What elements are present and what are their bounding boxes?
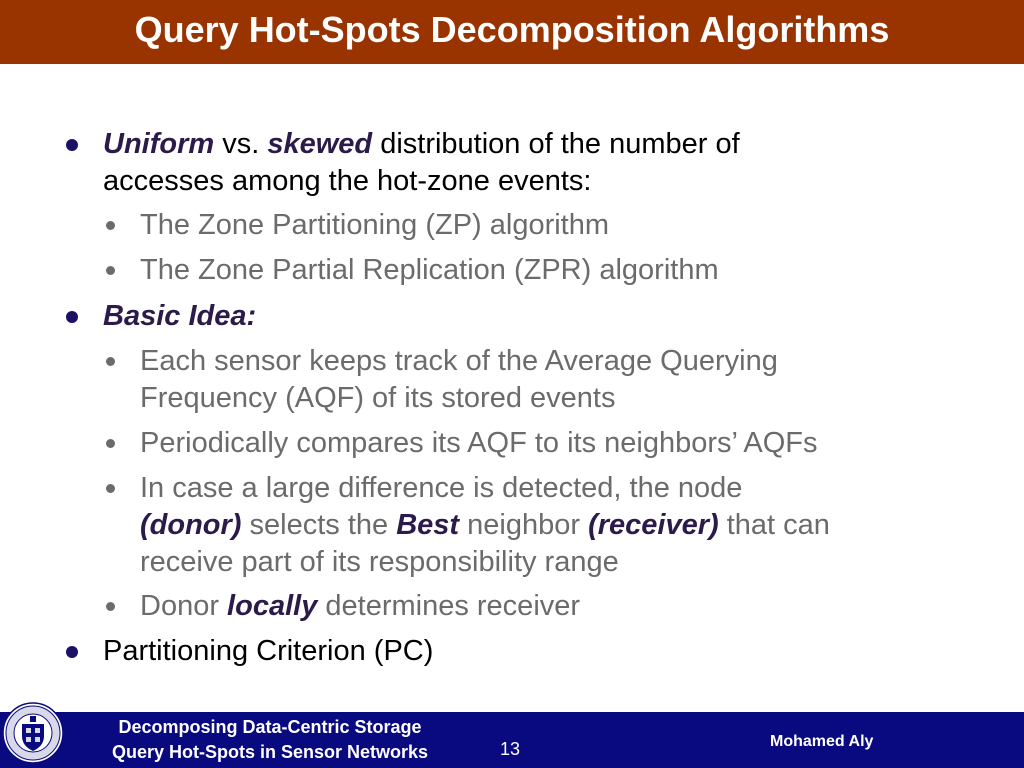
bullet-uniform-vs-skewed: Uniform vs. skewed distribution of the number of accesses among the hot-zone events:	[103, 126, 983, 200]
slide-title: Query Hot-Spots Decomposition Algorithms	[134, 9, 890, 50]
bullet-dot	[106, 602, 115, 611]
subbullet-zpr-algorithm: The Zone Partial Replication (ZPR) algorithm	[140, 252, 719, 289]
bullet-dot	[106, 266, 115, 275]
title-bar	[0, 0, 1024, 64]
subbullet-periodically-compares: Periodically compares its AQF to its neighbors’ AQFs	[140, 425, 817, 462]
bullet-partitioning-criterion: Partitioning Criterion (PC)	[103, 633, 433, 670]
bullet-dot	[106, 484, 115, 493]
bullet-dot	[106, 439, 115, 448]
bullet-dot	[66, 311, 78, 323]
bullet-basic-idea: Basic Idea:	[103, 298, 256, 335]
page-number: 13	[500, 739, 521, 759]
footer-bar	[0, 712, 1024, 768]
bullet-dot	[106, 357, 115, 366]
footer-presentation-title: Decomposing Data-Centric Storage Query Hot-Spots in Sensor Networks	[111, 717, 429, 762]
author-name: Mohamed Aly	[770, 733, 874, 750]
bullet-dot	[106, 221, 115, 230]
subbullet-zp-algorithm: The Zone Partitioning (ZP) algorithm	[140, 207, 609, 244]
subbullet-aqf: Each sensor keeps track of the Average Querying Frequency (AQF) of its stored events	[140, 343, 1000, 417]
bullet-dot	[66, 646, 78, 658]
subbullet-donor-locally: Donor locally determines receiver	[140, 588, 580, 625]
university-seal-icon	[2, 702, 64, 764]
subbullet-large-difference: In case a large difference is detected, the node (donor) selects the Best neighbor (receiver) that can receive part of its responsibility range	[140, 470, 1000, 581]
bullet-dot	[66, 139, 78, 151]
